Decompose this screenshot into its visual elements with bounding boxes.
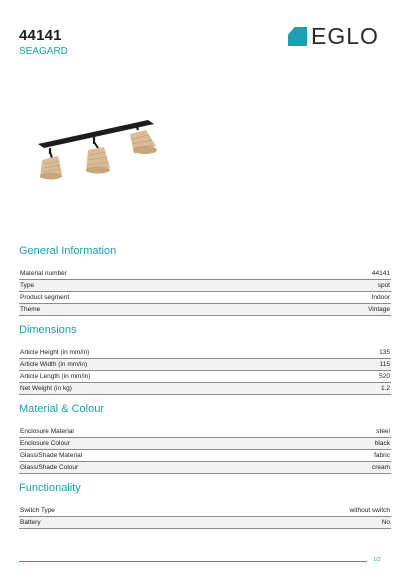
row-label: Switch Type <box>20 507 55 514</box>
table-row <box>19 383 391 395</box>
table-row <box>19 438 391 450</box>
dimensions-section <box>19 324 391 395</box>
row-label: Article Height (in mm/in) <box>20 349 90 356</box>
row-value: fabric <box>374 452 390 459</box>
row-value: steel <box>376 428 390 435</box>
page-number: 1/2 <box>373 557 381 563</box>
table-row <box>19 371 391 383</box>
material-colour-section <box>19 403 391 474</box>
row-label: Net Weight (in kg) <box>20 385 72 392</box>
table-row <box>19 450 391 462</box>
table-row <box>19 359 391 371</box>
row-label: Enclosure Material <box>20 428 74 435</box>
row-value: 1.2 <box>380 385 390 392</box>
row-label: Type <box>20 282 35 289</box>
model-number: 44141 <box>19 27 62 44</box>
document-header <box>19 28 68 58</box>
table-row <box>19 280 391 292</box>
section-title: Functionality <box>19 482 81 494</box>
row-label: Enclosure Colour <box>20 440 70 447</box>
model-name: SEAGARD <box>19 46 68 57</box>
table-row <box>19 347 391 359</box>
row-value: cream <box>371 464 390 471</box>
row-label: Glass/Shade Material <box>20 452 83 459</box>
general-information-section <box>19 245 391 316</box>
row-value: 135 <box>379 349 390 356</box>
eglo-square-mark-icon <box>288 27 307 46</box>
table-row <box>19 517 391 529</box>
eglo-logo <box>288 23 379 49</box>
row-value: without switch <box>349 507 390 514</box>
table-row <box>19 304 391 316</box>
table-row <box>19 292 391 304</box>
row-value: black <box>374 440 390 447</box>
row-label: Battery <box>20 519 41 526</box>
footer-divider <box>19 561 367 562</box>
row-value: No <box>381 519 390 526</box>
table-row <box>19 462 391 474</box>
functionality-section <box>19 482 391 529</box>
row-label: Article Length (in mm/in) <box>20 373 91 380</box>
row-label: Material number <box>20 270 67 277</box>
table-row <box>19 505 391 517</box>
row-value: spot <box>377 282 390 289</box>
row-label: Article Width (in mm/in) <box>20 361 88 368</box>
section-title: Dimensions <box>19 324 77 336</box>
section-title: Material & Colour <box>19 403 104 415</box>
row-label: Theme <box>20 306 41 313</box>
logo-text: EGLO <box>311 23 379 49</box>
section-title: General Information <box>19 245 117 257</box>
row-value: 115 <box>379 361 390 368</box>
table-row <box>19 268 391 280</box>
row-label: Product segment <box>20 294 70 301</box>
product-image <box>28 112 163 192</box>
table-row <box>19 426 391 438</box>
row-value: 520 <box>379 373 390 380</box>
row-value: Vintage <box>368 306 390 313</box>
row-value: Indoor <box>371 294 390 301</box>
row-value: 44141 <box>371 270 390 277</box>
row-label: Glass/Shade Colour <box>20 464 79 471</box>
